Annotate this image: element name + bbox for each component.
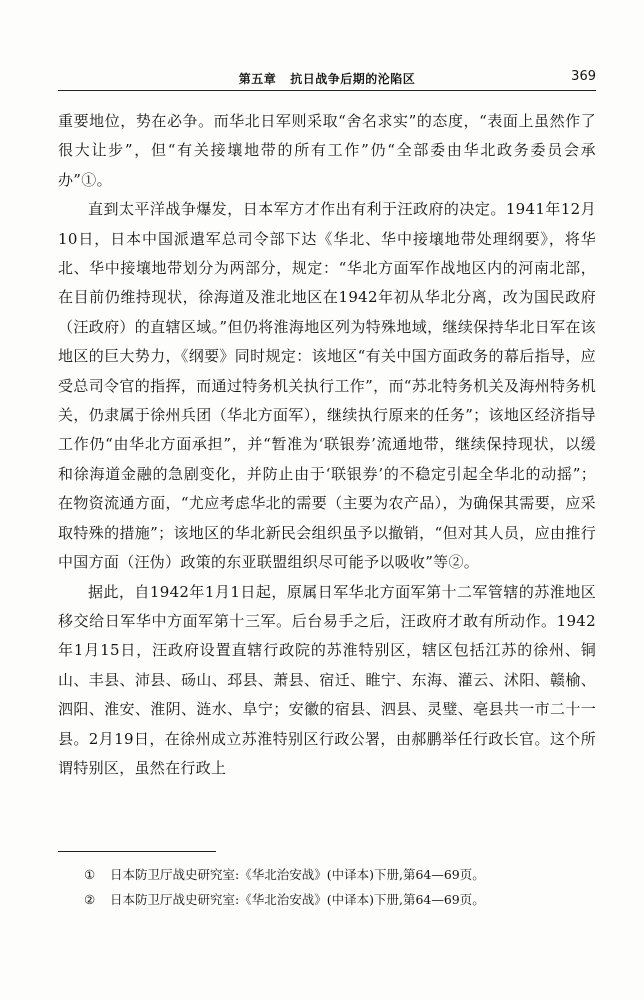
footnote-text: 日本防卫厅战史研究室:《华北治安战》(中译本)下册,第64—69页。 xyxy=(110,892,485,907)
page-number: 369 xyxy=(571,69,596,84)
paragraph: 据此，自1942年1月1日起，原属日军华北方面军第十二军管辖的苏淮地区移交给日军华中方面军第十三军。后台易手之后，汪政府才敢有所动作。1942年1月15日，汪政府设置直辖行政院的苏淮特别区，辖区包括江苏的徐州、铜山、丰县、沛县、砀山、邳县、萧县、宿迁、睢宁、东海、灌云、沭阳、赣榆、泗阳、淮安、淮阴、涟水、阜宁；安徽的宿县、泗县、灵璧、亳县共一市二十一县。2月19日，在徐州成立苏淮特别区行政公署，由郝鹏举任行政长官。这个所谓特别区，虽然在行政上 xyxy=(58,582,596,777)
footnote-mark: ② xyxy=(84,892,96,907)
footnote-rule xyxy=(58,851,216,852)
chapter-number: 第五章 xyxy=(238,72,277,86)
running-header xyxy=(58,64,596,94)
body-text xyxy=(58,107,596,783)
paragraph: 直到太平洋战争爆发，日本军方才作出有利于汪政府的决定。1941年12月10日，日本中国派遣军总司令部下达《华北、华中接壤地带处理纲要》，将华北、华中接壤地带划分为两部分，规定：“华北方面军作战地区内的河南北部，在目前仍维持现状，徐海道及淮北地区在1942年初从华北分离，改为国民政府（汪政府）的直辖区域。”但仍将淮海地区列为特殊地域，继续保持华北日军在该地区的巨大势力，《纲要》同时规定：该地区“有关中国方面政务的幕后指导，应受总司令官的指挥，而通过特务机关执行工作”，而“苏北特务机关及海州特务机关，仍隶属于徐州兵团（华北方面军），继续执行原来的任务”；该地区经济指导工作仍“由华北方面承担”，并“暂准为‘联银券’流通地带，继续保持现状，以缓和徐海道金融的急剧变化，并防止由于‘联银券’的不稳定引起全华北的动摇”；在物资流通方面，“尤应考虑华北的需要（主要为农产品），为确保其需要，应采取特殊的措施”；该地区的华北新民会组织虽予以撤销，“但对其人员，应由推行中国方面（汪伪）政策的东亚联盟组织尽可能予以吸收”等②。 xyxy=(58,200,596,572)
footnote xyxy=(84,887,596,912)
chapter-heading xyxy=(58,70,596,87)
footnote-mark: ① xyxy=(84,867,96,882)
footnote xyxy=(84,862,596,887)
chapter-title: 抗日战争后期的沦陷区 xyxy=(290,72,416,86)
footnote-text: 日本防卫厅战史研究室:《华北治安战》(中译本)下册,第64—69页。 xyxy=(110,867,485,882)
header-rule xyxy=(58,90,596,91)
paragraph-continued: 重要地位，势在必争。而华北日军则采取“舍名求实”的态度，“表面上虽然作了很大让步”，但“有关接壤地带的所有工作”仍“全部委由华北政务委员会承办”①。 xyxy=(58,112,596,189)
footnotes xyxy=(84,862,596,912)
